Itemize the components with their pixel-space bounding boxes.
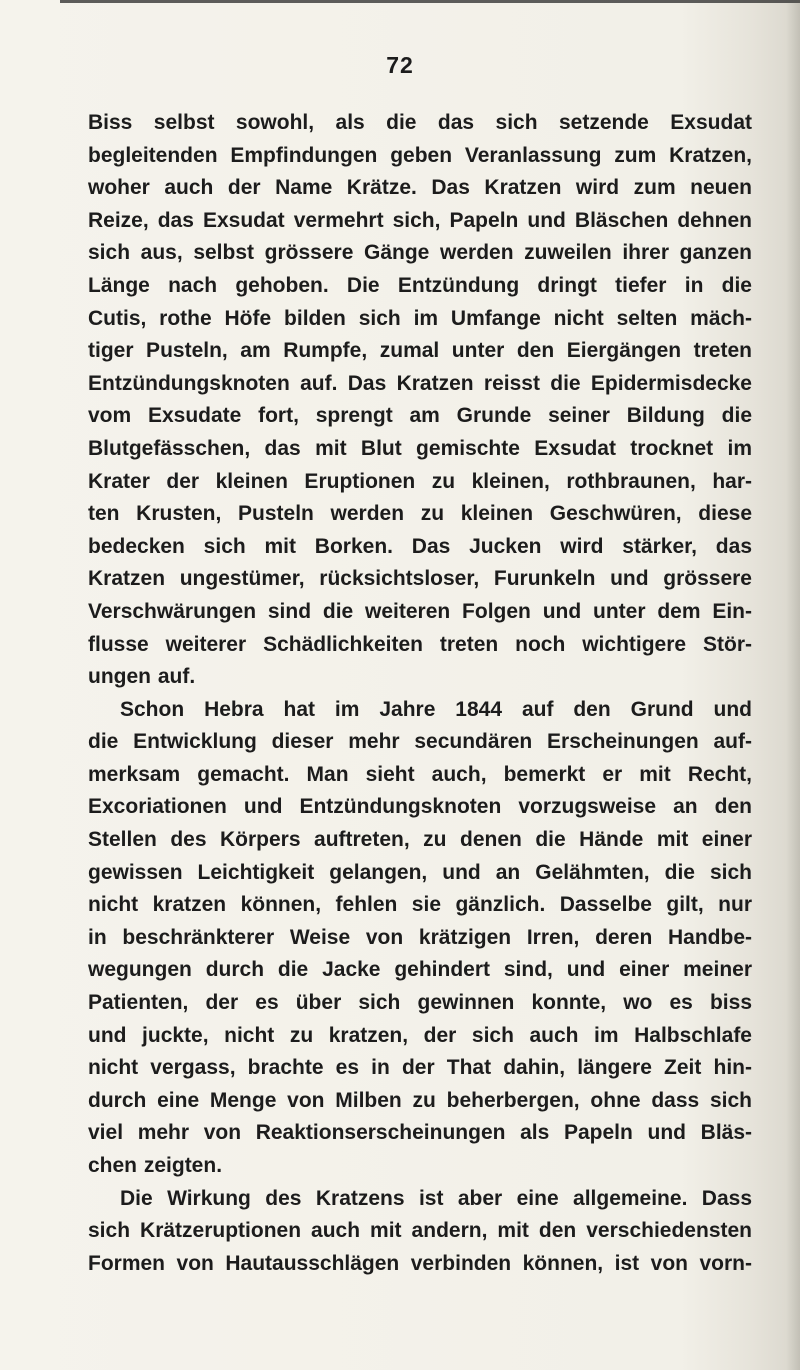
- text-line: tiger Pusteln, am Rumpfe, zumal unter den Eiergängen treten: [88, 339, 752, 363]
- text-line: Reize, das Exsudat vermehrt sich, Papeln und Bläschen dehnen: [88, 208, 752, 232]
- text-line: Verschwärungen sind die weiteren Folgen und unter dem Ein-: [88, 599, 752, 623]
- text-line: Cutis, rothe Höfe bilden sich im Umfange nicht selten mäch-: [88, 306, 752, 330]
- body-text: [88, 107, 752, 1280]
- text-line: Krater der kleinen Eruptionen zu kleinen, rothbraunen, har-: [88, 469, 752, 493]
- text-line: Blutgefässchen, das mit Blut gemischte Exsudat trocknet im: [88, 436, 752, 460]
- text-line: in beschränkterer Weise von krätzigen Irren, deren Handbe-: [88, 925, 752, 949]
- text-line: und juckte, nicht zu kratzen, der sich auch im Halbschlafe: [88, 1023, 752, 1047]
- text-line: merksam gemacht. Man sieht auch, bemerkt er mit Recht,: [88, 762, 752, 786]
- text-line: ten Krusten, Pusteln werden zu kleinen Geschwüren, diese: [88, 502, 752, 526]
- page-number: 72: [386, 52, 414, 78]
- text-line: Kratzen ungestümer, rücksichtsloser, Furunkeln und grössere: [88, 567, 752, 591]
- text-line: ungen auf.: [88, 665, 196, 689]
- text-line: sich Krätzeruptionen auch mit andern, mit den verschiedensten: [88, 1219, 752, 1243]
- text-line: flusse weiterer Schädlichkeiten treten noch wichtigere Stör-: [88, 632, 752, 656]
- text-line: Stellen des Körpers auftreten, zu denen die Hände mit einer: [88, 828, 752, 852]
- text-line: wegungen durch die Jacke gehindert sind, und einer meiner: [88, 958, 752, 982]
- paragraph-start-line: Die Wirkung des Kratzens ist aber eine allgemeine. Dass: [120, 1186, 752, 1210]
- text-line: begleitenden Empfindungen geben Veranlassung zum Kratzen,: [88, 143, 752, 167]
- text-line: nicht kratzen können, fehlen sie gänzlich. Dasselbe gilt, nur: [88, 893, 752, 917]
- text-line: die Entwicklung dieser mehr secundären Erscheinungen auf-: [88, 730, 752, 754]
- paragraph-start-line: Schon Hebra hat im Jahre 1844 auf den Grund und: [120, 697, 752, 721]
- text-line: Entzündungsknoten auf. Das Kratzen reisst die Epidermisdecke: [88, 371, 752, 395]
- text-line: Formen von Hautausschlägen verbinden können, ist von vorn-: [88, 1251, 752, 1275]
- text-line: chen zeigten.: [88, 1154, 223, 1177]
- text-line: woher auch der Name Krätze. Das Kratzen wird zum neuen: [88, 176, 752, 200]
- text-line: Länge nach gehoben. Die Entzündung dringt tiefer in die: [88, 273, 752, 297]
- page-edge-shadow: [786, 0, 800, 1370]
- text-line: durch eine Menge von Milben zu beherbergen, ohne dass sich: [88, 1088, 752, 1112]
- text-line: vom Exsudate fort, sprengt am Grunde seiner Bildung die: [88, 404, 752, 428]
- text-line: bedecken sich mit Borken. Das Jucken wird stärker, das: [88, 534, 752, 558]
- text-line: nicht vergass, brachte es in der That dahin, längere Zeit hin-: [88, 1056, 752, 1080]
- text-line: Patienten, der es über sich gewinnen konnte, wo es biss: [88, 991, 752, 1015]
- text-line: sich aus, selbst grössere Gänge werden zuweilen ihrer ganzen: [88, 241, 752, 265]
- text-line: Excoriationen und Entzündungsknoten vorzugsweise an den: [88, 795, 752, 819]
- text-line: gewissen Leichtigkeit gelangen, und an Gelähmten, die sich: [88, 860, 752, 884]
- text-line: viel mehr von Reaktionserscheinungen als Papeln und Bläs-: [88, 1121, 752, 1145]
- top-edge-rule: [60, 0, 800, 3]
- text-line: Biss selbst sowohl, als die das sich setzende Exsudat: [88, 111, 752, 134]
